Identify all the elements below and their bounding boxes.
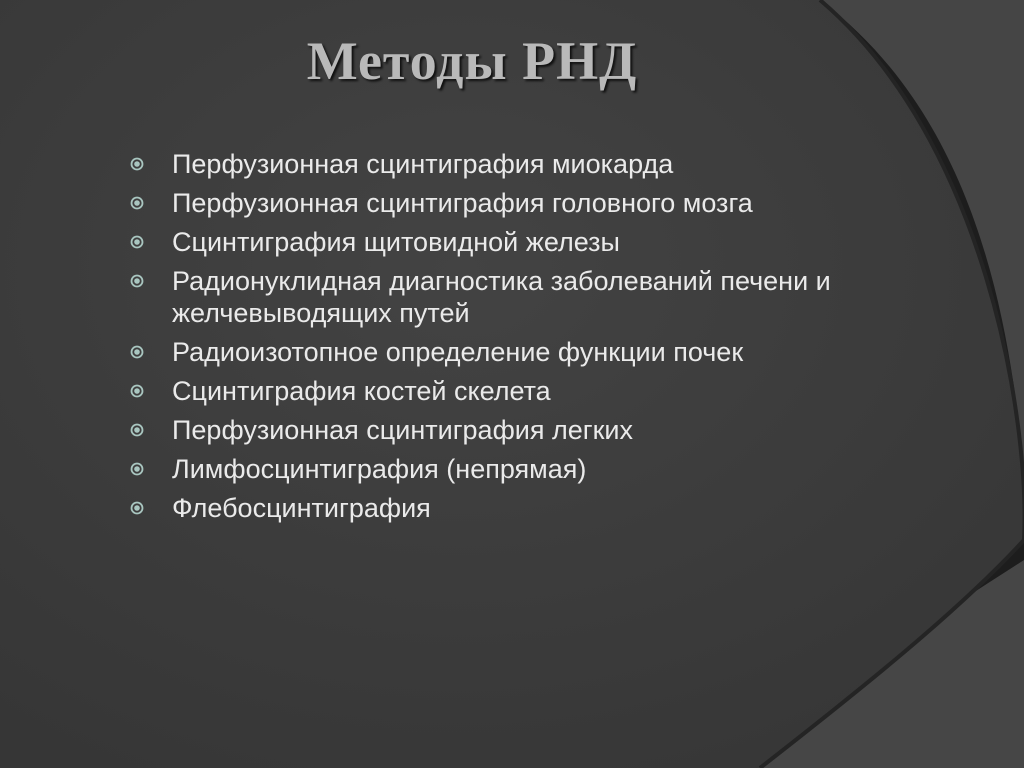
slide-title: Методы РНД <box>306 31 638 91</box>
ring-bullet-icon <box>130 345 144 359</box>
ring-bullet-icon <box>130 274 144 288</box>
bullet-text: Перфузионная сцинтиграфия легких <box>172 415 634 445</box>
bullet-item <box>128 375 928 407</box>
ring-bullet-icon <box>130 384 144 398</box>
ring-bullet-icon <box>130 462 144 476</box>
ring-bullet-icon <box>130 235 144 249</box>
bullet-text: Радионуклидная диагностика заболеваний печени и желчевыводящих путей <box>172 266 831 328</box>
bullet-item <box>128 226 928 258</box>
bullet-item <box>128 148 928 180</box>
bullet-text: Сцинтиграфия костей скелета <box>172 376 551 406</box>
ring-bullet-icon <box>130 501 144 515</box>
bullet-text: Перфузионная сцинтиграфия миокарда <box>172 149 674 179</box>
ring-bullet-icon <box>130 196 144 210</box>
bullet-item <box>128 336 928 368</box>
bullet-text: Сцинтиграфия щитовидной железы <box>172 227 620 257</box>
bullet-text: Радиоизотопное определение функции почек <box>172 337 744 367</box>
bullet-item <box>128 414 928 446</box>
bullet-item <box>128 492 928 524</box>
bullet-item <box>128 453 928 485</box>
ring-bullet-icon <box>130 423 144 437</box>
bullet-text: Лимфосцинтиграфия (непрямая) <box>172 454 587 484</box>
bullet-text: Флебосцинтиграфия <box>172 493 431 523</box>
bullet-list <box>128 148 928 531</box>
bullet-item <box>128 265 928 329</box>
ring-bullet-icon <box>130 157 144 171</box>
bullet-text: Перфузионная сцинтиграфия головного мозга <box>172 188 753 218</box>
bullet-item <box>128 187 928 219</box>
